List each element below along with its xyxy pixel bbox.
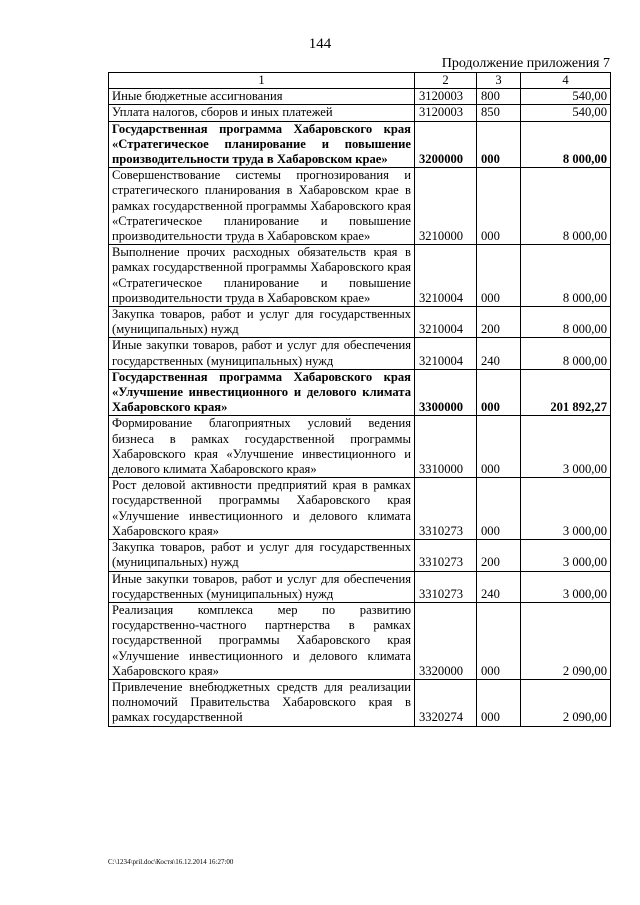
- row-code: 3310273: [415, 478, 477, 540]
- row-name: Иные бюджетные ассигнования: [109, 89, 415, 105]
- table-row: [109, 89, 611, 105]
- row-amount: 201 892,27: [521, 369, 611, 416]
- row-group: 200: [477, 307, 521, 338]
- row-amount: 8 000,00: [521, 338, 611, 369]
- row-code: 3210000: [415, 168, 477, 245]
- row-amount: 3 000,00: [521, 540, 611, 571]
- row-code: 3310273: [415, 540, 477, 571]
- header-col-3: 3: [477, 73, 521, 89]
- row-name: Иные закупки товаров, работ и услуг для обеспечения государственных (муниципальных) нужд: [109, 338, 415, 369]
- row-code: 3320000: [415, 602, 477, 679]
- table-row: [109, 679, 611, 726]
- table-row: [109, 338, 611, 369]
- row-group: 800: [477, 89, 521, 105]
- row-code: 3210004: [415, 245, 477, 307]
- file-path-footer: C:\1234\pril.doc\Костя\16.12.2014 16:27:00: [108, 858, 234, 866]
- row-name: Государственная программа Хабаровского края «Улучшение инвестиционного и делового климата Хабаровского края»: [109, 369, 415, 416]
- row-name: Формирование благоприятных условий ведения бизнеса в рамках государственной программы Хабаровского края «Улучшение инвестиционного и делового климата Хабаровского края»: [109, 416, 415, 478]
- row-amount: 2 090,00: [521, 679, 611, 726]
- row-amount: 540,00: [521, 89, 611, 105]
- table-row: [109, 478, 611, 540]
- table-row: [109, 369, 611, 416]
- row-amount: 8 000,00: [521, 307, 611, 338]
- row-amount: 8 000,00: [521, 168, 611, 245]
- table-row: [109, 168, 611, 245]
- row-code: 3310000: [415, 416, 477, 478]
- header-col-4: 4: [521, 73, 611, 89]
- row-name: Иные закупки товаров, работ и услуг для обеспечения государственных (муниципальных) нужд: [109, 571, 415, 602]
- row-amount: 540,00: [521, 105, 611, 121]
- row-name: Реализация комплекса мер по развитию государственно-частного партнерства в рамках государственной программы Хабаровского края «Улучшение инвестиционного и делового климата Хабаровского края»: [109, 602, 415, 679]
- row-name: Выполнение прочих расходных обязательств края в рамках государственной программы Хабаровского края «Стратегическое планирование и повышение производительности труда в Хабаровском крае»: [109, 245, 415, 307]
- header-col-2: 2: [415, 73, 477, 89]
- row-group: 200: [477, 540, 521, 571]
- row-group: 000: [477, 478, 521, 540]
- row-name: Рост деловой активности предприятий края в рамках государственной программы Хабаровского края «Улучшение инвестиционного и делового климата Хабаровского края»: [109, 478, 415, 540]
- row-group: 850: [477, 105, 521, 121]
- table-row: [109, 245, 611, 307]
- appendix-continuation-label: Продолжение приложения 7: [441, 56, 610, 71]
- row-name: Государственная программа Хабаровского края «Стратегическое планирование и повышение производительности труда в Хабаровском крае»: [109, 121, 415, 168]
- row-amount: 3 000,00: [521, 478, 611, 540]
- table-row: [109, 540, 611, 571]
- row-code: 3200000: [415, 121, 477, 168]
- row-group: 240: [477, 571, 521, 602]
- row-code: 3120003: [415, 89, 477, 105]
- row-amount: 3 000,00: [521, 571, 611, 602]
- row-code: 3300000: [415, 369, 477, 416]
- table-row: [109, 105, 611, 121]
- row-amount: 3 000,00: [521, 416, 611, 478]
- row-amount: 2 090,00: [521, 602, 611, 679]
- table-row: [109, 307, 611, 338]
- budget-table: [108, 72, 611, 727]
- row-group: 000: [477, 416, 521, 478]
- table-row: [109, 571, 611, 602]
- row-code: 3120003: [415, 105, 477, 121]
- row-group: 000: [477, 369, 521, 416]
- row-code: 3210004: [415, 307, 477, 338]
- row-name: Уплата налогов, сборов и иных платежей: [109, 105, 415, 121]
- table-header-row: [109, 73, 611, 89]
- row-group: 240: [477, 338, 521, 369]
- row-name: Закупка товаров, работ и услуг для государственных (муниципальных) нужд: [109, 307, 415, 338]
- row-group: 000: [477, 679, 521, 726]
- row-group: 000: [477, 121, 521, 168]
- row-code: 3320274: [415, 679, 477, 726]
- row-amount: 8 000,00: [521, 121, 611, 168]
- row-name: Закупка товаров, работ и услуг для государственных (муниципальных) нужд: [109, 540, 415, 571]
- row-code: 3310273: [415, 571, 477, 602]
- page-number: 144: [308, 36, 332, 52]
- table-row: [109, 121, 611, 168]
- row-amount: 8 000,00: [521, 245, 611, 307]
- row-group: 000: [477, 245, 521, 307]
- header-col-1: 1: [109, 73, 415, 89]
- row-code: 3210004: [415, 338, 477, 369]
- row-group: 000: [477, 168, 521, 245]
- row-name: Привлечение внебюджетных средств для реализации полномочий Правительства Хабаровского края в рамках государственной: [109, 679, 415, 726]
- table-row: [109, 602, 611, 679]
- row-name: Совершенствование системы прогнозирования и стратегического планирования в Хабаровском крае в рамках государственной программы Хабаровского края «Стратегическое планирование и повышение производительности труда в Хабаровском крае»: [109, 168, 415, 245]
- table-row: [109, 416, 611, 478]
- row-group: 000: [477, 602, 521, 679]
